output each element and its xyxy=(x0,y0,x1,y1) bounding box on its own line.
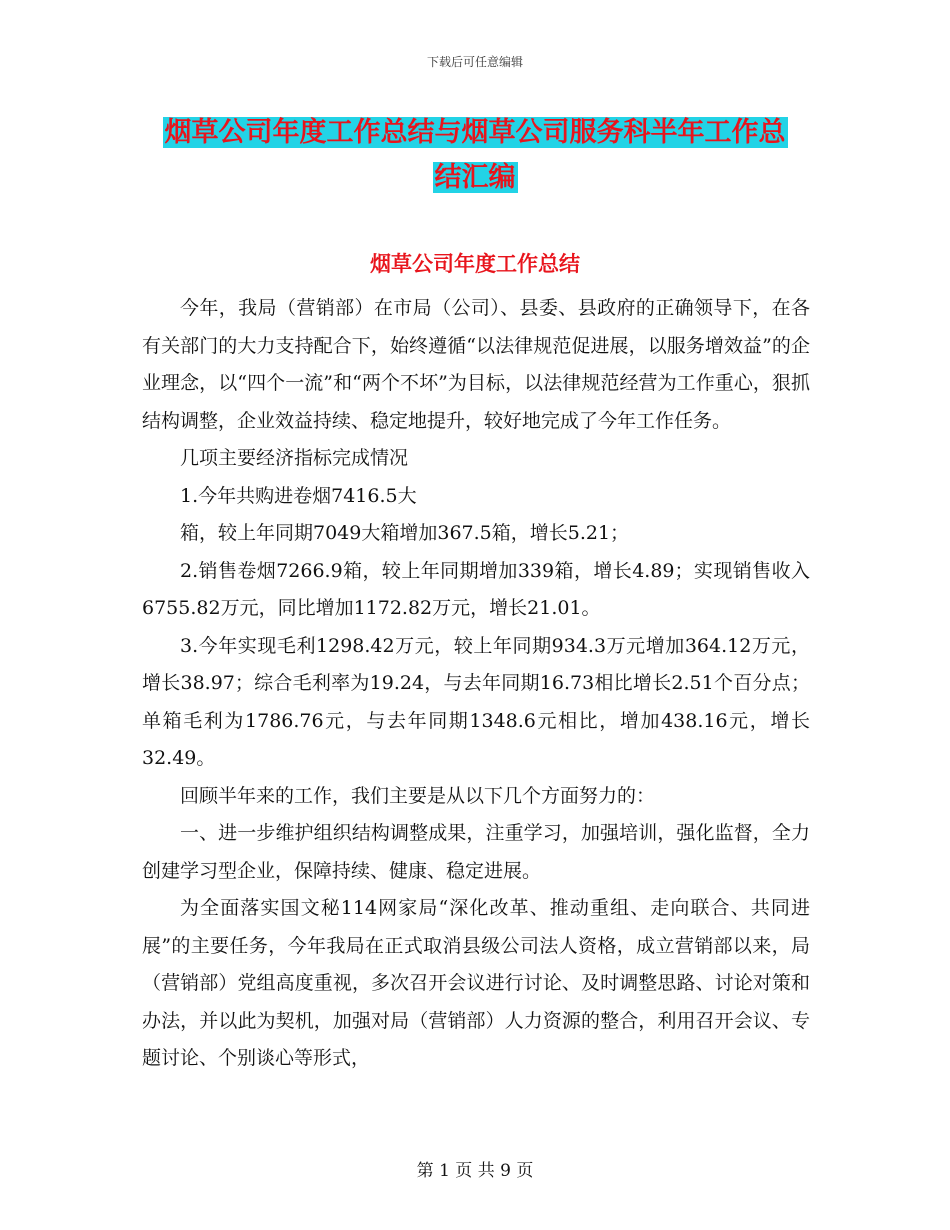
paragraph-indicators-heading: 几项主要经济指标完成情况 xyxy=(180,447,409,469)
page-number: 第 1 页 共 9 页 xyxy=(416,1161,534,1181)
document-title xyxy=(0,110,950,200)
paragraph-item-1a: 1.今年共购进卷烟7416.5大 xyxy=(180,484,417,507)
paragraph-section-one: 一、进一步维护组织结构调整成果，注重学习，加强培训，强化监督，全力创建学习型企业，保障持续、健康、稳定进展。 xyxy=(142,822,810,882)
paragraph-review: 回顾半年来的工作，我们主要是从以下几个方面努力的： xyxy=(180,784,656,807)
body-text xyxy=(142,290,810,1078)
paragraph-implementation: 为全面落实国文秘114网家局“深化改革、推动重组、走向联合、共同进展”的主要任务，今年我局在正式取消县级公司法人资格，成立营销部以来，局（营销部）党组高度重视，多次召开会议进行讨论、及时调整思路、讨论对策和办法，并以此为契机，加强对局（营销部）人力资源的整合，利用召开会议、专题讨论、个别谈心等形式， xyxy=(142,897,810,1069)
document-title-line-1: 烟草公司年度工作总结与烟草公司服务科半年工作总 xyxy=(164,117,786,148)
paragraph-item-1b: 箱，较上年同期7049大箱增加367.5箱，增长5.21； xyxy=(180,522,630,544)
section-title: 烟草公司年度工作总结 xyxy=(370,252,580,276)
paragraph-item-3: 3.今年实现毛利1298.42万元，较上年同期934.3万元增加364.12万元，增长38.97；综合毛利率为19.24，与去年同期16.73相比增长2.51个百分点；单箱毛利为1786.76元，与去年同期1348.6元相比，增加438.16元，增长32.49。 xyxy=(142,634,810,769)
header-note: 下载后可任意编辑 xyxy=(426,55,523,69)
paragraph-intro: 今年，我局（营销部）在市局（公司）、县委、县政府的正确领导下，在各有关部门的大力支持配合下，始终遵循“以法律规范促进展，以服务增效益”的企业理念，以“四个一流”和“两个不坏”为目标，以法律规范经营为工作重心，狠抓结构调整，企业效益持续、稳定地提升，较好地完成了今年工作任务。 xyxy=(142,297,810,432)
document-title-line-2: 结汇编 xyxy=(434,162,516,193)
paragraph-item-2: 2.销售卷烟7266.9箱，较上年同期增加339箱，增长4.89；实现销售收入6755.82万元，同比增加1172.82万元，增长21.01。 xyxy=(142,559,810,619)
